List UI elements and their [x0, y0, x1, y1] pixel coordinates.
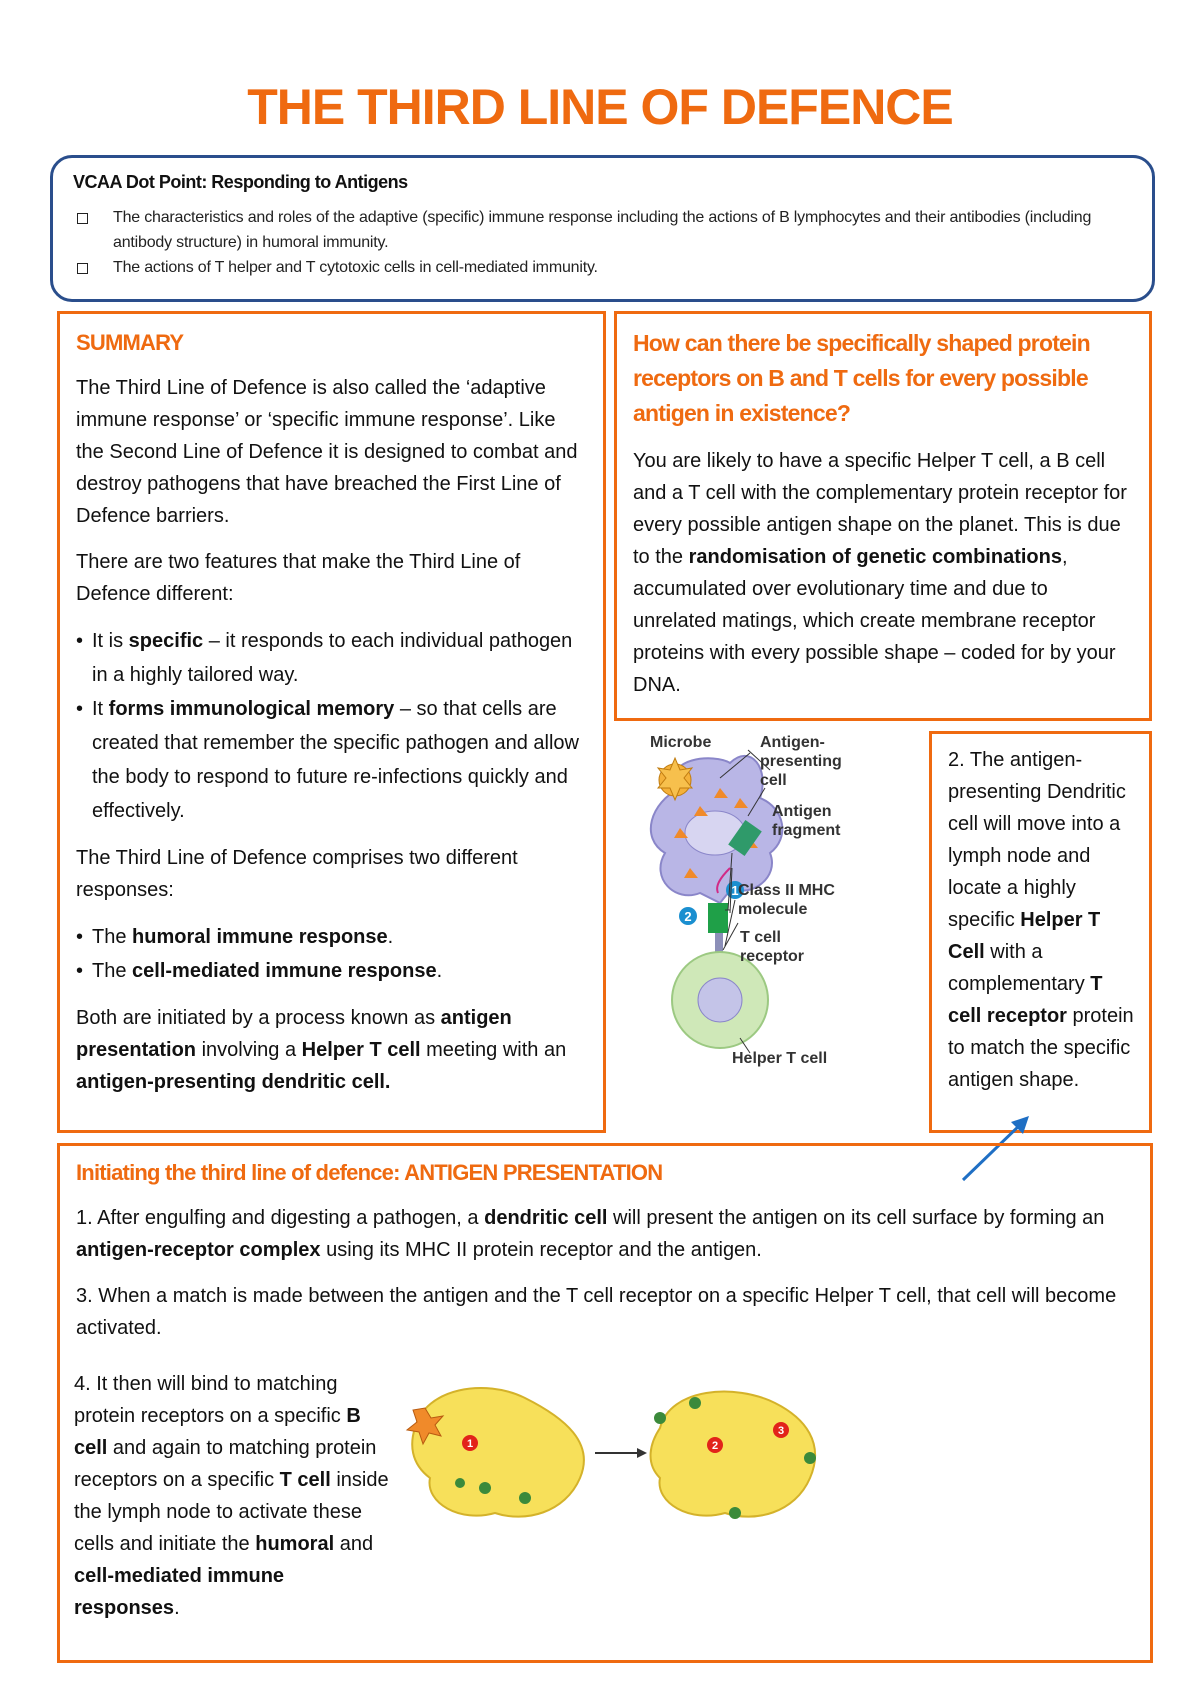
immune-pathway-diagram — [405, 1348, 1140, 1628]
list-item: • The humoral immune response. — [76, 920, 587, 954]
dendritic-cell — [412, 1388, 584, 1517]
label-mhc: Class II MHC — [738, 882, 835, 899]
question-heading: How can there be specifically shaped protein receptors on B and T cells for every possible antigen in existence? — [633, 330, 1090, 426]
step-number: 1 — [731, 883, 739, 898]
label-mhc: molecule — [738, 901, 808, 918]
label-tcr: T cell — [740, 929, 781, 946]
label-apc: presenting — [760, 753, 842, 770]
step-number: 2 — [711, 1440, 719, 1452]
label-tcr: receptor — [740, 948, 805, 965]
summary-paragraph: There are two features that make the Third Line of Defence different: — [76, 551, 521, 605]
label-helper: Helper T cell — [732, 1050, 828, 1067]
label-fragment: Antigen — [772, 803, 832, 820]
page-title: THE THIRD LINE OF DEFENCE — [247, 79, 953, 135]
label-fragment: fragment — [772, 822, 841, 839]
summary-paragraph: Both are initiated by a process known as antigen presentation involving a Helper T cell meeting with an antigen-presenting dendritic cell. — [76, 1007, 567, 1093]
features-list — [76, 624, 587, 828]
checkbox-icon — [77, 213, 88, 224]
antigen-presentation-diagram — [620, 728, 920, 1138]
vcaa-dot-point-box — [50, 155, 1155, 302]
label-apc: cell — [760, 772, 787, 789]
arrow-head-icon — [637, 1448, 647, 1458]
vcaa-item: The actions of T helper and T cytotoxic cells in cell-mediated immunity. — [113, 255, 1132, 280]
vcaa-heading: VCAA Dot Point: Responding to Antigens — [73, 172, 408, 192]
summary-heading: SUMMARY — [76, 330, 184, 355]
nucleus — [698, 978, 742, 1022]
step-3-text: 3. When a match is made between the antigen and the T cell receptor on a specific Helper T cell, that cell will become activated. — [76, 1285, 1117, 1339]
vcaa-item: The characteristics and roles of the adaptive (specific) immune response including the actions of B lymphocytes and their antibodies (including antibody structure) in humoral immunity. — [113, 205, 1132, 255]
step-number: 3 — [777, 1425, 785, 1437]
step-number: 2 — [684, 909, 692, 924]
summary-paragraph: The Third Line of Defence comprises two different responses: — [76, 847, 518, 901]
step-2-text: 2. The antigen-presenting Dendritic cell will move into a lymph node and locate a highly specific Helper T Cell with a complementary T cell receptor protein to match the specific antigen shape. — [948, 749, 1134, 1091]
vcaa-list — [73, 205, 1132, 280]
step-number: 1 — [466, 1438, 474, 1450]
step-4-text: 4. It then will bind to matching protein receptors on a specific B cell and again to matching protein receptors on a specific T cell inside the lymph node to activate these cells and initiate the humoral and cell-mediated immune responses. — [74, 1373, 389, 1619]
list-item: • The cell-mediated immune response. — [76, 954, 587, 988]
responses-list — [76, 920, 587, 988]
mhc-molecule — [708, 903, 728, 933]
list-item: • It is specific – it responds to each individual pathogen in a highly tailored way. — [76, 624, 587, 692]
step-1-text: 1. After engulfing and digesting a pathogen, a dendritic cell will present the antigen on its cell surface by forming an antigen-receptor complex using its MHC II protein receptor and the antigen. — [76, 1207, 1105, 1261]
summary-box — [57, 311, 606, 1133]
checkbox-icon — [77, 263, 88, 274]
question-box — [614, 311, 1152, 721]
antigen-presenting-cell — [651, 1392, 816, 1517]
summary-paragraph: The Third Line of Defence is also called the ‘adaptive immune response’ or ‘specific immune response’. Like the Second Line of Defence it is designed to combat and destroy pathogens that have breached the First Line of Defence barriers. — [76, 377, 578, 527]
step-2-box — [929, 731, 1152, 1133]
list-item: • It forms immunological memory – so that cells are created that remember the specific pathogen and allow the body to respond to future re-infections quickly and effectively. — [76, 692, 587, 828]
label-apc: Antigen- — [760, 734, 825, 751]
label-microbe: Microbe — [650, 734, 712, 751]
question-answer: You are likely to have a specific Helper T cell, a B cell and a T cell with the complementary protein receptor for every possible antigen shape on the planet. This is due to the randomisation of genetic combinations, accumulated over evolutionary time and due to unrelated matings, which create membrane receptor proteins with every possible shape – coded for by your DNA. — [633, 450, 1127, 696]
initiate-heading: Initiating the third line of defence: ANTIGEN PRESENTATION — [76, 1160, 663, 1185]
